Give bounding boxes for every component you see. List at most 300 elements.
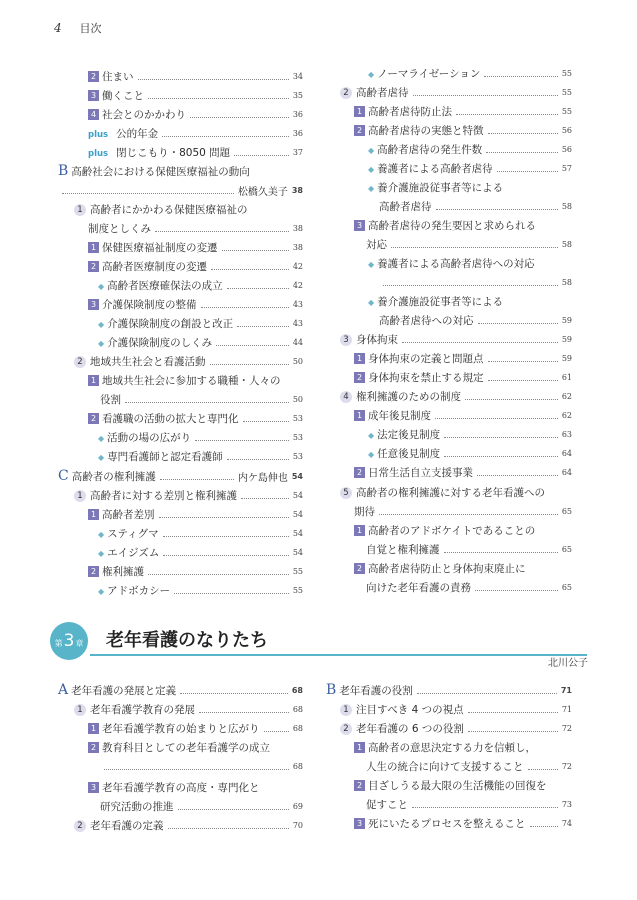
- toc-entry-label: 身体拘束: [356, 333, 398, 346]
- toc-entry-text: [88, 69, 134, 84]
- toc-entry-label: 研究活動の推進: [100, 800, 174, 813]
- toc-entry-label: 高齢者医療制度の変遷: [102, 260, 207, 273]
- toc-entry-label: 目ざしうる最大限の生活機能の回復を: [368, 779, 547, 792]
- toc-entry-text: [98, 545, 159, 560]
- toc-entry[interactable]: [98, 544, 303, 560]
- page-number-ref: 50: [292, 394, 303, 404]
- leader-dots: [475, 590, 558, 591]
- toc-entry[interactable]: [100, 391, 303, 407]
- toc-entry[interactable]: [88, 779, 303, 795]
- toc-entry-text: [74, 202, 248, 217]
- chapter-author: 北川公子: [548, 658, 588, 669]
- item-number-badge: 1: [354, 742, 365, 753]
- toc-entry-label: 高齢者の権利擁護に対する老年看護への: [356, 486, 545, 499]
- item-number-badge: 3: [88, 782, 99, 793]
- diamond-bullet-icon: ◆: [98, 433, 105, 443]
- toc-entry[interactable]: [98, 429, 303, 445]
- toc-entry-label: 注目すべき 4 つの視点: [356, 703, 464, 716]
- toc-entry-label: 高齢者虐待: [379, 200, 432, 213]
- toc-entry-text: [354, 104, 452, 119]
- page-number-ref: 36: [292, 128, 303, 138]
- toc-entry[interactable]: [340, 388, 572, 404]
- page-number-ref: 53: [292, 432, 303, 442]
- leader-dots: [477, 475, 558, 476]
- page-number-ref: 38: [291, 185, 303, 195]
- leader-dots: [178, 809, 289, 810]
- page-number-ref: 43: [292, 318, 303, 328]
- toc-entry-label: 専門看護師と認定看護師: [107, 450, 223, 463]
- toc-entry[interactable]: [368, 426, 572, 442]
- toc-entry-text: [98, 316, 233, 331]
- toc-entry[interactable]: [368, 65, 572, 81]
- toc-entry[interactable]: [88, 258, 303, 274]
- toc-entry-label: 社会とのかかわり: [102, 108, 186, 121]
- leader-dots: [148, 98, 289, 99]
- toc-entry-label: 養護者による高齢者虐待: [377, 162, 493, 175]
- page-number-ref: 71: [560, 685, 572, 695]
- toc-entry-label: 地域共生社会に参加する職種・人々の: [102, 374, 281, 387]
- item-number-badge: 1: [88, 242, 99, 253]
- toc-entry[interactable]: [88, 506, 303, 522]
- toc-entry[interactable]: [98, 525, 303, 541]
- leader-dots: [383, 285, 558, 286]
- toc-entry[interactable]: [98, 448, 303, 464]
- toc-entry-text: [98, 430, 191, 445]
- toc-entry-label: 向けた老年看護の責務: [366, 581, 471, 594]
- page-number-ref: 38: [292, 242, 303, 252]
- item-number-badge: 3: [354, 818, 365, 829]
- toc-entry-label: 老年看護学教育の発展: [90, 703, 195, 716]
- toc-entry-text: [88, 564, 144, 579]
- page-number-ref: 42: [292, 261, 303, 271]
- toc-entry-label: 活動の場の広がり: [107, 431, 192, 444]
- diamond-bullet-icon: ◆: [98, 548, 105, 558]
- toc-entry[interactable]: [340, 720, 572, 736]
- leader-dots: [211, 269, 289, 270]
- section-number-circle: 1: [74, 490, 86, 502]
- toc-entry-text: [354, 351, 484, 366]
- leader-dots: [138, 79, 289, 80]
- toc-entry-label: 教育科目としての老年看護学の成立: [102, 741, 270, 754]
- toc-entry[interactable]: [88, 220, 303, 236]
- leader-dots: [488, 380, 558, 381]
- leader-dots: [180, 693, 288, 694]
- page-number-ref: 36: [292, 109, 303, 119]
- toc-entry-text: [58, 682, 176, 698]
- toc-entry-text: [379, 199, 432, 214]
- leader-dots: [162, 136, 289, 137]
- toc-entry[interactable]: [88, 296, 303, 312]
- page-number-ref: 38: [292, 223, 303, 233]
- toc-entry-text: [88, 297, 197, 312]
- leader-dots: [468, 712, 558, 713]
- leader-dots: [402, 342, 558, 343]
- page-number-ref: 42: [292, 280, 303, 290]
- toc-entry[interactable]: [88, 144, 303, 160]
- toc-entry-label: 養護者による高齢者虐待への対応: [377, 257, 535, 270]
- chapter-title: 老年看護のなりたち: [106, 630, 268, 651]
- toc-entry-label: 成年後見制度: [368, 409, 431, 422]
- toc-entry-text: [98, 449, 223, 464]
- toc-entry-text: [354, 218, 536, 233]
- toc-entry[interactable]: [98, 315, 303, 331]
- plus-badge: plus: [88, 129, 109, 140]
- section-number-circle: 1: [74, 204, 86, 216]
- toc-entry[interactable]: [379, 274, 572, 290]
- toc-entry[interactable]: [366, 236, 572, 252]
- toc-entry-label: 任意後見制度: [377, 447, 441, 460]
- toc-entry-label: 高齢者虐待防止と身体拘束廃止に: [368, 562, 526, 575]
- toc-entry[interactable]: [354, 369, 572, 385]
- toc-entry[interactable]: [100, 758, 303, 774]
- toc-entry-label: 高齢者に対する差別と権利擁護: [90, 489, 237, 502]
- item-number-badge: 3: [88, 299, 99, 310]
- diamond-bullet-icon: ◆: [368, 297, 375, 307]
- toc-entry[interactable]: [58, 468, 303, 484]
- chapter-label-post: 章: [75, 639, 84, 648]
- page-number-ref: 53: [292, 413, 303, 423]
- leader-dots: [528, 769, 558, 770]
- toc-entry[interactable]: [98, 334, 303, 350]
- leader-dots: [413, 95, 558, 96]
- section-number-circle: 4: [340, 391, 352, 403]
- page-title: 目次: [79, 22, 102, 35]
- toc-entry-text: [88, 411, 239, 426]
- leader-dots: [478, 323, 558, 324]
- toc-entry-text: [366, 542, 440, 557]
- page-number-ref: 55: [561, 106, 572, 116]
- leader-dots: [417, 693, 557, 694]
- toc-entry-label: 住まい: [102, 70, 134, 83]
- toc-entry-label: 高齢者の意思決定する力を信頼し，: [368, 741, 536, 754]
- leader-dots: [125, 402, 289, 403]
- toc-entry[interactable]: [368, 179, 572, 195]
- page-number-ref: 57: [561, 163, 572, 173]
- toc-entry[interactable]: [340, 701, 572, 717]
- page-number-ref: 59: [561, 315, 572, 325]
- item-number-badge: 2: [354, 780, 365, 791]
- leader-dots: [412, 807, 558, 808]
- chapter-rule: [90, 654, 587, 656]
- page-number-ref: 56: [561, 125, 572, 135]
- toc-entry-label: 促すこと: [366, 798, 408, 811]
- toc-entry-label: 看護職の活動の拡大と専門化: [102, 412, 239, 425]
- toc-entry[interactable]: [354, 407, 572, 423]
- toc-entry[interactable]: [354, 777, 572, 793]
- page-number-ref: 44: [292, 337, 303, 347]
- toc-entry-label: 自覚と権利擁護: [366, 543, 440, 556]
- toc-entry-text: [88, 507, 155, 522]
- toc-entry-label: 高齢者虐待への対応: [379, 314, 474, 327]
- section-author: 松橋久美子: [237, 186, 288, 198]
- toc-entry[interactable]: [88, 106, 303, 122]
- item-number-badge: 1: [88, 375, 99, 386]
- toc-entry-text: [98, 526, 159, 541]
- leader-dots: [237, 326, 289, 327]
- leader-dots: [160, 479, 234, 480]
- toc-entry[interactable]: [366, 541, 572, 557]
- toc-entry-text: [88, 126, 158, 141]
- leader-dots: [264, 731, 289, 732]
- toc-entry-text: [74, 702, 195, 717]
- toc-entry-label: エイジズム: [107, 546, 160, 559]
- toc-entry[interactable]: [354, 464, 572, 480]
- toc-entry-text: [88, 145, 230, 160]
- toc-entry[interactable]: [340, 84, 572, 100]
- page-number-ref: 69: [292, 801, 303, 811]
- toc-entry[interactable]: [58, 682, 303, 698]
- page-number-ref: 62: [561, 391, 572, 401]
- toc-entry-label: 高齢者虐待の発生要因と求められる: [368, 219, 536, 232]
- toc-entry-text: [354, 740, 536, 755]
- toc-entry-text: [354, 778, 547, 793]
- section-number-circle: 2: [340, 723, 352, 735]
- toc-entry[interactable]: [366, 579, 572, 595]
- item-number-badge: 2: [354, 563, 365, 574]
- toc-entry[interactable]: [88, 739, 303, 755]
- item-number-badge: 2: [354, 467, 365, 478]
- diamond-bullet-icon: ◆: [98, 319, 105, 329]
- toc-entry-label: 高齢者医療確保法の成立: [107, 279, 223, 292]
- item-number-badge: 1: [354, 410, 365, 421]
- leader-dots: [379, 514, 558, 515]
- section-letter: B: [326, 682, 337, 698]
- toc-entry-label: 養介護施設従事者等による: [377, 295, 504, 308]
- page-number-ref: 43: [292, 299, 303, 309]
- toc-entry-label: 人生の統合に向けて支援すること: [366, 760, 524, 773]
- leader-dots: [468, 731, 558, 732]
- leader-dots: [222, 250, 289, 251]
- section-number-circle: 2: [74, 356, 86, 368]
- toc-entry[interactable]: [326, 682, 572, 698]
- toc-entry-text: [88, 88, 144, 103]
- toc-entry[interactable]: [74, 817, 303, 833]
- leader-dots: [444, 456, 558, 457]
- toc-entry[interactable]: [354, 815, 572, 831]
- leader-dots: [163, 555, 288, 556]
- leader-dots: [486, 152, 558, 153]
- leader-dots: [456, 114, 558, 115]
- toc-entry-label: 制度としくみ: [88, 222, 151, 235]
- toc-entry[interactable]: [368, 255, 572, 271]
- toc-entry-label: 老年看護の役割: [339, 685, 413, 697]
- item-number-badge: 2: [88, 566, 99, 577]
- toc-entry-label: 老年看護の定義: [90, 819, 164, 832]
- toc-entry[interactable]: [100, 798, 303, 814]
- toc-entry[interactable]: [366, 796, 572, 812]
- toc-entry-text: [74, 354, 206, 369]
- section-letter: A: [58, 682, 69, 698]
- toc-entry-text: [366, 797, 408, 812]
- toc-entry[interactable]: [74, 353, 303, 369]
- toc-entry-text: [354, 816, 526, 831]
- leader-dots: [497, 171, 558, 172]
- toc-entry-label: 死にいたるプロセスを整えること: [368, 817, 526, 830]
- section-number-circle: 2: [340, 87, 352, 99]
- leader-dots: [168, 828, 289, 829]
- diamond-bullet-icon: ◆: [368, 164, 375, 174]
- toc-entry-text: [354, 123, 484, 138]
- toc-entry[interactable]: [88, 125, 303, 141]
- diamond-bullet-icon: ◆: [368, 259, 375, 269]
- toc-entry[interactable]: [354, 122, 572, 138]
- toc-entry[interactable]: [368, 445, 572, 461]
- toc-entry-text: [100, 799, 174, 814]
- page-number-ref: 63: [561, 429, 572, 439]
- toc-entry-label: 介護保険制度のしくみ: [107, 336, 213, 349]
- leader-dots: [488, 133, 558, 134]
- toc-entry[interactable]: [88, 239, 303, 255]
- diamond-bullet-icon: ◆: [368, 430, 375, 440]
- leader-dots: [465, 399, 558, 400]
- toc-entry[interactable]: [98, 582, 303, 598]
- toc-entry[interactable]: [88, 410, 303, 426]
- toc-entry-label: 法定後見制度: [377, 428, 441, 441]
- diamond-bullet-icon: ◆: [368, 69, 375, 79]
- page-number-ref: 71: [561, 704, 572, 714]
- leader-dots: [227, 288, 289, 289]
- page-number-ref: 72: [561, 761, 572, 771]
- page-number-ref: 54: [292, 547, 303, 557]
- toc-entry-text: [74, 818, 164, 833]
- toc-entry-text: [340, 332, 398, 347]
- leader-dots: [155, 231, 289, 232]
- page-number-ref: 65: [561, 544, 572, 554]
- leader-dots: [174, 593, 289, 594]
- toc-entry-text: [354, 561, 526, 576]
- toc-entry-label: 期待: [354, 505, 375, 518]
- toc-entry-label: 高齢者虐待: [356, 86, 409, 99]
- page-number-ref: 55: [561, 87, 572, 97]
- toc-entry-text: [58, 163, 250, 179]
- page-number-ref: 64: [561, 467, 572, 477]
- toc-entry[interactable]: [379, 312, 572, 328]
- toc-entry[interactable]: [354, 103, 572, 119]
- page-number-ref: 70: [292, 820, 303, 830]
- toc-entry[interactable]: [58, 163, 303, 179]
- toc-entry[interactable]: [354, 522, 572, 538]
- toc-entry-label: ノーマライゼーション: [377, 67, 481, 80]
- page-number-ref: 73: [561, 799, 572, 809]
- toc-entry-text: [88, 780, 260, 795]
- toc-entry[interactable]: [354, 503, 572, 519]
- toc-entry[interactable]: [88, 563, 303, 579]
- toc-entry[interactable]: [88, 372, 303, 388]
- toc-entry-text: [88, 221, 151, 236]
- page-number-ref: 35: [292, 90, 303, 100]
- page-number-ref: 54: [291, 471, 303, 481]
- page-number-ref: 68: [292, 704, 303, 714]
- toc-entry-text: [326, 682, 413, 698]
- toc-entry-text: [88, 259, 207, 274]
- toc-entry[interactable]: [88, 87, 303, 103]
- toc-entry-label: 老年看護学教育の始まりと広がり: [102, 722, 260, 735]
- toc-entry-label: 高齢社会における保健医療福祉の動向: [71, 166, 250, 178]
- toc-entry[interactable]: [74, 487, 303, 503]
- page-number-ref: 58: [561, 239, 572, 249]
- page-number-ref: 54: [292, 528, 303, 538]
- toc-entry[interactable]: [88, 720, 303, 736]
- toc-entry[interactable]: [354, 350, 572, 366]
- toc-entry[interactable]: [74, 201, 303, 217]
- toc-entry-label: 高齢者虐待の実態と特徴: [368, 124, 484, 137]
- toc-entry[interactable]: [354, 560, 572, 576]
- section-number-circle: 1: [340, 704, 352, 716]
- page-number-ref: 54: [292, 509, 303, 519]
- toc-entry[interactable]: [354, 739, 572, 755]
- toc-entry[interactable]: [379, 198, 572, 214]
- leader-dots: [391, 247, 558, 248]
- leader-dots: [530, 826, 558, 827]
- toc-entry[interactable]: [366, 758, 572, 774]
- page-number-ref: 37: [292, 147, 303, 157]
- toc-entry-label: 介護保険制度の整備: [102, 298, 197, 311]
- leader-dots: [190, 117, 289, 118]
- toc-entry-text: [368, 446, 440, 461]
- page-number-ref: 64: [561, 448, 572, 458]
- toc-entry[interactable]: [340, 484, 572, 500]
- page-number-ref: 72: [561, 723, 572, 733]
- toc-entry[interactable]: [368, 141, 572, 157]
- plus-badge: plus: [88, 148, 109, 159]
- toc-entry-label: 地域共生社会と看護活動: [90, 355, 206, 368]
- toc-entry-text: [98, 278, 223, 293]
- toc-entry[interactable]: [340, 331, 572, 347]
- page-number-ref: 59: [561, 353, 572, 363]
- toc-entry-text: [340, 702, 464, 717]
- section-number-circle: 3: [340, 334, 352, 346]
- toc-entry[interactable]: [98, 277, 303, 293]
- toc-entry[interactable]: [58, 182, 303, 198]
- toc-entry-label: 介護保険制度の創設と改正: [107, 317, 234, 330]
- item-number-badge: 1: [88, 509, 99, 520]
- toc-entry-label: 権利擁護のための制度: [356, 390, 461, 403]
- toc-entry-label: 身体拘束を禁止する規定: [368, 371, 484, 384]
- toc-entry-text: [58, 468, 156, 484]
- toc-entry[interactable]: [354, 217, 572, 233]
- toc-entry[interactable]: [74, 701, 303, 717]
- page-number-ref: 54: [292, 490, 303, 500]
- item-number-badge: 1: [354, 106, 365, 117]
- toc-entry-text: [340, 721, 464, 736]
- toc-entry-label: 公的年金: [116, 127, 159, 140]
- page-number: 4: [54, 21, 62, 35]
- toc-entry-label: 高齢者にかかわる保健医療福祉の: [90, 203, 248, 216]
- page-number-ref: 55: [561, 68, 572, 78]
- leader-dots: [243, 421, 289, 422]
- item-number-badge: 2: [88, 71, 99, 82]
- page-number-ref: 58: [561, 201, 572, 211]
- toc-entry-text: [88, 240, 218, 255]
- toc-entry-label: 高齢者虐待防止法: [368, 105, 452, 118]
- toc-entry-text: [368, 66, 480, 81]
- leader-dots: [216, 345, 289, 346]
- toc-entry-text: [88, 373, 281, 388]
- toc-entry-label: スティグマ: [107, 527, 159, 540]
- page-number-ref: 62: [561, 410, 572, 420]
- section-number-circle: 5: [340, 487, 352, 499]
- toc-entry[interactable]: [368, 293, 572, 309]
- page-number-ref: 55: [292, 566, 303, 576]
- page-number-ref: 68: [292, 761, 303, 771]
- toc-entry[interactable]: [88, 68, 303, 84]
- toc-entry-label: 老年看護の 6 つの役割: [356, 722, 464, 735]
- item-number-badge: 3: [354, 220, 365, 231]
- leader-dots: [195, 440, 289, 441]
- toc-entry[interactable]: [368, 160, 572, 176]
- item-number-badge: 2: [88, 261, 99, 272]
- leader-dots: [199, 712, 289, 713]
